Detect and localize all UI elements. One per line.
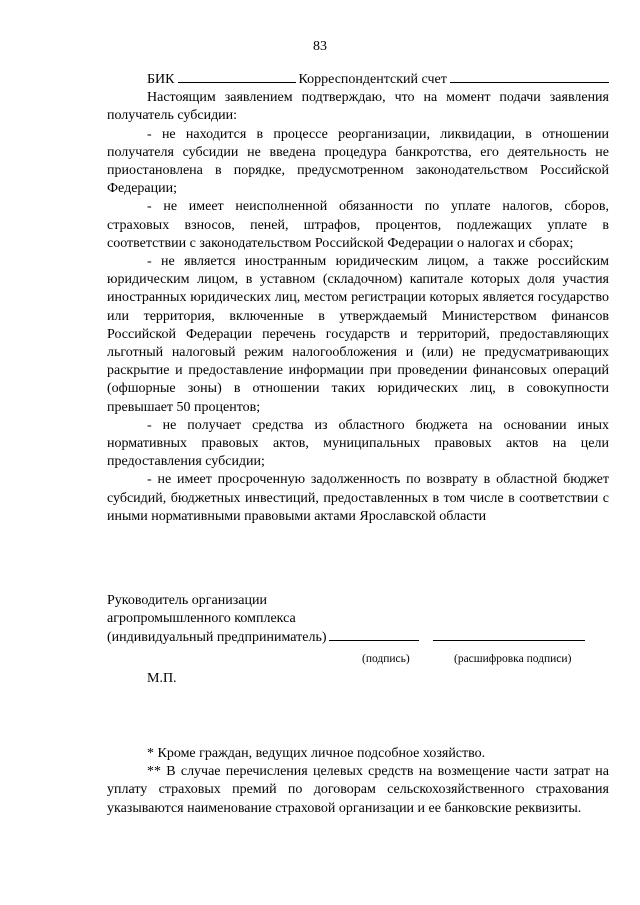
signature-role-line-1: Руководитель организации bbox=[107, 593, 267, 608]
account-blank bbox=[450, 70, 609, 83]
signature-role-line-2: агропромышленного комплекса bbox=[107, 611, 296, 627]
page-number: 83 bbox=[313, 39, 327, 54]
declaration-item: - не является иностранным юридическим лицом, а также российским юридическим лицом, в уставном (складочном) капитале которых доля участия иностранных юридических лиц, местом регистрации которых является государство или территория, включенные в утверждаемый Министерством финансов Российской Федерации перечень государств и территорий, предоставляющих льготный налоговый режим налогообложения и (или) не предусматривающих раскрытие и предоставление информации при проведении финансовых операций (офшорные зоны) в отношении таких юридических лиц, в совокупности превышает 50 процентов; bbox=[107, 254, 609, 415]
declaration-intro: Настоящим заявлением подтверждаю, что на момент подачи заявления получатель субсидии: bbox=[107, 90, 609, 124]
declaration-item: - не имеет просроченную задолженность по возврату в областной бюджет субсидий, бюджетных инвестиций, предоставленных в том числе в соответствии с иными нормативными правовыми актами Ярославской области bbox=[107, 472, 609, 524]
stamp-label: М.П. bbox=[147, 670, 177, 686]
declaration-body bbox=[107, 70, 609, 526]
name-caption: (расшифровка подписи) bbox=[454, 652, 572, 665]
declaration-item: - не получает средства из областного бюджета на основании иных нормативных правовых актов, муниципальных правовых актов на цели предоставления субсидии; bbox=[107, 417, 609, 470]
bik-label: БИК bbox=[147, 72, 175, 87]
declaration-item: - не находится в процессе реорганизации, ликвидации, в отношении получателя субсидии не введена процедура банкротства, его деятельность не приостановлена в порядке, предусмотренном законодательством Российской Федерации; bbox=[107, 126, 609, 197]
name-blank bbox=[433, 628, 585, 641]
signature-block bbox=[107, 592, 609, 688]
signature-captions bbox=[107, 648, 609, 666]
account-label: Корреспондентский счет bbox=[298, 72, 447, 87]
declaration-item: - не имеет неисполненной обязанности по уплате налогов, сборов, страховых взносов, пеней, штрафов, процентов, подлежащих уплате в соответствии с законодательством Российской Федерации о налогах и сборах; bbox=[107, 199, 609, 251]
bik-blank bbox=[178, 70, 296, 83]
footnote: ** В случае перечисления целевых средств на возмещение части затрат на уплату страховых премий по договорам сельскохозяйственного страхования указываются наименование страховой организации и ее банковские реквизиты. bbox=[107, 764, 609, 816]
signature-line bbox=[107, 628, 609, 647]
bik-line bbox=[107, 70, 609, 89]
footnote: * Кроме граждан, ведущих личное подсобное хозяйство. bbox=[147, 746, 486, 761]
signature-blank bbox=[329, 628, 419, 641]
footnotes bbox=[107, 745, 609, 818]
signature-caption: (подпись) bbox=[362, 652, 410, 665]
signature-role-line-3: (индивидуальный предприниматель) bbox=[107, 630, 327, 646]
